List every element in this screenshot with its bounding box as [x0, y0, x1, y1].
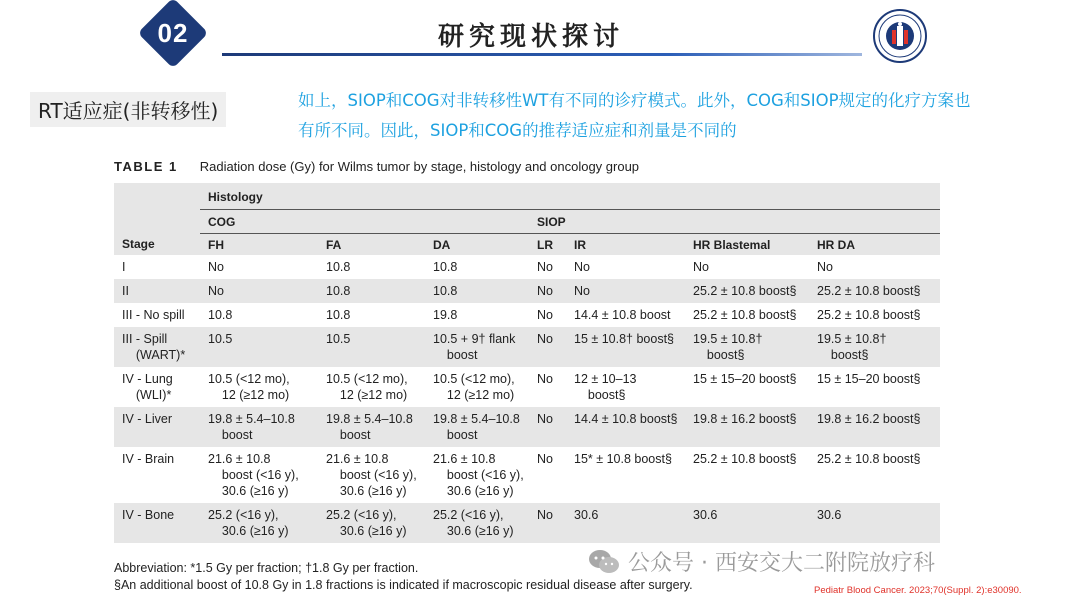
table-cell: 10.8	[318, 279, 425, 303]
table-cell: 25.2 ± 10.8 boost§	[693, 452, 797, 466]
table-cell: No	[529, 327, 566, 367]
table-caption-number: TABLE 1	[114, 159, 178, 174]
table-cell: 14.4 ± 10.8 boost§	[566, 407, 685, 447]
table-cell: 10.5 + 9† flank boost	[425, 327, 529, 367]
table-cell: 15 ± 10.8† boost§	[566, 327, 685, 367]
table-cell: No	[529, 407, 566, 447]
table-cell: No	[208, 260, 224, 274]
table-cell: 10.8	[326, 308, 351, 322]
table-cell: No	[200, 279, 318, 303]
table-row	[114, 407, 940, 447]
table-row	[114, 279, 940, 303]
table-cell: 25.2 ± 10.8 boost§	[809, 279, 940, 303]
column-header: LR	[529, 233, 566, 255]
table-row	[114, 503, 940, 543]
table-row	[114, 447, 940, 503]
table-cell: 10.5 (<12 mo), 12 (≥12 mo)	[433, 372, 515, 402]
footnote-abbreviation: Abbreviation: *1.5 Gy per fraction; †1.8 Gy per fraction.	[114, 561, 419, 575]
table-cell: 10.5	[318, 327, 425, 367]
table-cell: 30.6	[685, 503, 809, 543]
column-header: HR DA	[809, 233, 940, 255]
siop-header: SIOP	[529, 209, 940, 233]
table-cell: 10.5 (<12 mo), 12 (≥12 mo)	[208, 372, 290, 402]
radiation-dose-table	[114, 183, 940, 543]
table-cell: I	[122, 260, 126, 274]
slide-title: 研究现状探讨	[438, 22, 625, 52]
table-cell: 10.8	[433, 260, 458, 274]
hospital-logo-icon	[872, 8, 928, 64]
title-underline	[222, 53, 862, 56]
table-cell: No	[574, 260, 590, 274]
table-cell: 25.2 ± 10.8 boost§	[693, 308, 797, 322]
table-row	[114, 327, 940, 367]
section-label: RT适应症(非转移性)	[30, 92, 226, 127]
table-cell: II	[114, 279, 200, 303]
table-cell: 21.6 ± 10.8 boost (<16 y), 30.6 (≥16 y)	[208, 452, 299, 498]
watermark-text: 公众号 · 西安交大二附院放疗科	[628, 551, 935, 576]
table-cell: 19.8 ± 5.4–10.8 boost	[425, 407, 529, 447]
table-cell: No	[566, 279, 685, 303]
table-caption	[114, 159, 639, 174]
table-cell: IV - Brain	[122, 452, 175, 466]
table-cell: No	[537, 372, 553, 386]
table-cell: 30.6	[809, 503, 940, 543]
table-cell: IV - Bone	[114, 503, 200, 543]
table-cell: IV - Liver	[114, 407, 200, 447]
table-cell: III - No spill	[122, 308, 185, 322]
table-cell: 10.8	[425, 279, 529, 303]
table-cell: 19.8 ± 5.4–10.8 boost	[318, 407, 425, 447]
column-header: IR	[566, 233, 685, 255]
watermark	[588, 546, 935, 577]
column-header: Stage	[114, 233, 200, 255]
table-cell: 25.2 (<16 y), 30.6 (≥16 y)	[200, 503, 318, 543]
table-cell: 25.2 ± 10.8 boost§	[685, 279, 809, 303]
table-cell: No	[693, 260, 709, 274]
histology-header: Histology	[200, 183, 940, 209]
table-cell: 10.8	[326, 260, 351, 274]
table-cell: 21.6 ± 10.8 boost (<16 y), 30.6 (≥16 y)	[433, 452, 524, 498]
table-cell: No	[537, 260, 553, 274]
table-cell: 15* ± 10.8 boost§	[574, 452, 672, 466]
table-row	[114, 255, 940, 279]
table-cell: 19.8 ± 16.2 boost§	[685, 407, 809, 447]
table-cell: No	[817, 260, 833, 274]
table-cell: 14.4 ± 10.8 boost	[574, 308, 671, 322]
table-cell: 19.5 ± 10.8† boost§	[809, 327, 940, 367]
table-cell: 15 ± 15–20 boost§	[693, 372, 797, 386]
table-cell: No	[529, 503, 566, 543]
table-cell: 19.8 ± 16.2 boost§	[809, 407, 940, 447]
table-row	[114, 303, 940, 327]
table-cell: No	[529, 279, 566, 303]
citation: Pediatr Blood Cancer. 2023;70(Suppl. 2):e30090.	[814, 585, 1022, 596]
column-header: FH	[200, 233, 318, 255]
table-row	[114, 367, 940, 407]
table-cell: IV - Lung (WLI)*	[122, 372, 173, 402]
table-cell: 25.2 ± 10.8 boost§	[817, 308, 921, 322]
table-cell: No	[537, 452, 553, 466]
table-cell: 25.2 ± 10.8 boost§	[817, 452, 921, 466]
table-cell: 19.8	[433, 308, 458, 322]
table-cell: 19.5 ± 10.8† boost§	[685, 327, 809, 367]
description-text: 如上，SIOP和COG对非转移性WT有不同的诊疗模式。此外，COG和SIOP规定的化疗方案也有所不同。因此，SIOP和COG的推荐适应症和剂量是不同的	[298, 91, 971, 140]
wechat-icon	[588, 549, 620, 575]
table-cell: No	[537, 308, 553, 322]
table-cell: 15 ± 15–20 boost§	[817, 372, 921, 386]
cog-header: COG	[200, 209, 529, 233]
table-cell: 10.8	[208, 308, 233, 322]
table-caption-text: Radiation dose (Gy) for Wilms tumor by stage, histology and oncology group	[199, 159, 640, 174]
table-cell: 10.5	[200, 327, 318, 367]
column-header: DA	[425, 233, 529, 255]
table-cell: 12 ± 10–13 boost§	[574, 372, 637, 402]
column-header: HR Blastemal	[685, 233, 809, 255]
table-cell: 21.6 ± 10.8 boost (<16 y), 30.6 (≥16 y)	[326, 452, 417, 498]
table-cell: III - Spill (WART)*	[114, 327, 200, 367]
table-cell: 30.6	[566, 503, 685, 543]
column-header: FA	[318, 233, 425, 255]
table-cell: 25.2 (<16 y), 30.6 (≥16 y)	[318, 503, 425, 543]
section-number: 02	[157, 17, 189, 48]
footnote-boost: §An additional boost of 10.8 Gy in 1.8 fractions is indicated if macroscopic residual disease after surgery.	[114, 578, 693, 592]
table-cell: 10.5 (<12 mo), 12 (≥12 mo)	[326, 372, 408, 402]
section-number-badge	[138, 0, 209, 68]
table-cell: 19.8 ± 5.4–10.8 boost	[200, 407, 318, 447]
table-cell: 25.2 (<16 y), 30.6 (≥16 y)	[425, 503, 529, 543]
